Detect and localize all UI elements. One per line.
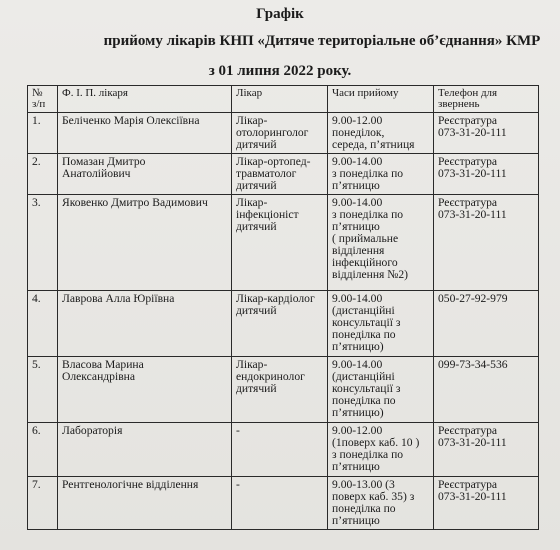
row-doctor-specialty: Лікар-ортопед- травматолог дитячий [232, 154, 328, 195]
table-row [28, 195, 539, 291]
row-phone: Реєстратура 073-31-20-111 [434, 477, 539, 530]
row-reception-hours: 9.00-12.00 понеділок, середа, п’ятниця [328, 113, 434, 154]
row-reception-hours: 9.00-12.00 (1поверх каб. 10 ) з понеділка по п’ятницю [328, 423, 434, 477]
row-phone: 099-73-34-536 [434, 357, 539, 423]
row-doctor-specialty: - [232, 477, 328, 530]
row-doctor-name: Беліченко Марія Олексіївна [58, 113, 232, 154]
table-row [28, 113, 539, 154]
row-doctor-specialty: Лікар-кардіолог дитячий [232, 291, 328, 357]
row-reception-hours: 9.00-13.00 (3 поверх каб. 35) з понеділка по п’ятницю [328, 477, 434, 530]
row-doctor-name: Лабораторія [58, 423, 232, 477]
row-phone: 050-27-92-979 [434, 291, 539, 357]
row-doctor-specialty: Лікар- отолоринголог дитячий [232, 113, 328, 154]
header-reception-hours: Часи прийому [328, 86, 434, 113]
row-phone: Реєстратура 073-31-20-111 [434, 423, 539, 477]
row-reception-hours: 9.00-14.00 з понеділка по п’ятницю ( приймальне відділення інфекційного відділення №2) [328, 195, 434, 291]
row-doctor-name: Помазан Дмитро Анатолійович [58, 154, 232, 195]
header-doctor-specialty: Лікар [232, 86, 328, 113]
row-phone: Реєстратура 073-31-20-111 [434, 113, 539, 154]
row-doctor-specialty: Лікар- інфекціоніст дитячий [232, 195, 328, 291]
document-date-line: з 01 липня 2022 року. [208, 63, 352, 79]
table-row [28, 477, 539, 530]
document-title: Графік [256, 6, 304, 22]
schedule-table [27, 85, 539, 530]
row-phone: Реєстратура 073-31-20-111 [434, 195, 539, 291]
table-header-row [28, 86, 539, 113]
table-row [28, 357, 539, 423]
row-doctor-specialty: - [232, 423, 328, 477]
document-subtitle: прийому лікарів КНП «Дитяче територіальне об’єднання» КМР [103, 33, 541, 49]
header-phone: Телефон для звернень [434, 86, 539, 113]
row-doctor-name: Лаврова Алла Юріївна [58, 291, 232, 357]
row-number: 6. [28, 423, 58, 477]
row-number: 2. [28, 154, 58, 195]
row-number: 5. [28, 357, 58, 423]
row-phone: Реєстратура 073-31-20-111 [434, 154, 539, 195]
row-reception-hours: 9.00-14.00 (дистанційні консультації з понеділка по п’ятницю) [328, 291, 434, 357]
row-doctor-name: Власова Марина Олександрівна [58, 357, 232, 423]
table-row [28, 291, 539, 357]
header-doctor-name: Ф. І. П. лікаря [58, 86, 232, 113]
row-number: 1. [28, 113, 58, 154]
row-number: 7. [28, 477, 58, 530]
row-doctor-name: Рентгенологічне відділення [58, 477, 232, 530]
row-doctor-specialty: Лікар- ендокринолог дитячий [232, 357, 328, 423]
row-reception-hours: 9.00-14.00 з понеділка по п’ятницю [328, 154, 434, 195]
header-number: № з/п [28, 86, 58, 113]
row-doctor-name: Яковенко Дмитро Вадимович [58, 195, 232, 291]
row-number: 3. [28, 195, 58, 291]
table-row [28, 154, 539, 195]
row-number: 4. [28, 291, 58, 357]
row-reception-hours: 9.00-14.00 (дистанційні консультації з понеділка по п’ятницю) [328, 357, 434, 423]
table-row [28, 423, 539, 477]
